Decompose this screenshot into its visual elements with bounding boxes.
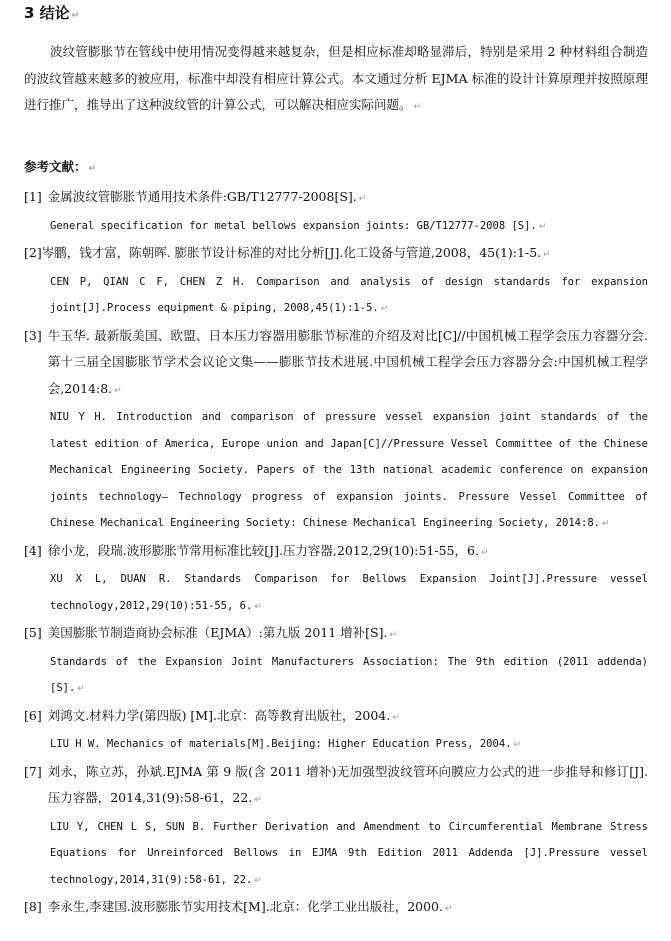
reference-chinese-text: 李永生,李建国.波形膨胀节实用技术[M].北京：化学工业出版社，2000. ↵ bbox=[47, 899, 453, 914]
conclusion-paragraph bbox=[24, 39, 648, 121]
reference-number: [1] bbox=[24, 189, 42, 204]
reference-number: [5] bbox=[24, 625, 42, 640]
paragraph-mark-icon: ↵ bbox=[71, 11, 80, 21]
paragraph-mark-icon: ↵ bbox=[77, 684, 85, 694]
reference-english-text: NIU Y H. Introduction and comparison of pressure vessel expansion joint standards of the latest edition of America, Europe union and Japan[C]//Pressure Vessel Committee of the Chinese Mechanical Engineering Society. Papers of the 13th national academic conference on expansion joints technology— Technology progress of expansion joints. Pressure Vessel Committee of Chinese Mechanical Engineering Society: Chinese Mechanical Engineering Society, 2014:8. ↵ bbox=[50, 411, 648, 529]
paragraph-mark-icon: ↵ bbox=[480, 547, 489, 558]
reference-chinese-line bbox=[24, 323, 648, 405]
reference-chinese-text: 美国膨胀节制造商协会标准（EJMA）:第九版 2011 增补[S]. ↵ bbox=[47, 625, 397, 640]
reference-item bbox=[24, 620, 648, 703]
reference-chinese-text: 徐小龙，段瑞.波形膨胀节常用标准比较[J].压力容器,2012,29(10):51-55，6. ↵ bbox=[47, 542, 489, 558]
reference-number: [2] bbox=[24, 245, 42, 260]
reference-chinese-line bbox=[24, 240, 648, 269]
reference-number: [4] bbox=[24, 542, 42, 558]
reference-chinese-line bbox=[24, 184, 648, 213]
paragraph-mark-icon: ↵ bbox=[392, 712, 400, 723]
paragraph-mark-icon: ↵ bbox=[254, 795, 262, 805]
reference-item bbox=[24, 759, 648, 895]
paragraph-mark-icon: ↵ bbox=[88, 164, 97, 174]
reference-english-text: LIU Y, CHEN L S, SUN B. Further Derivation and Amendment to Circumferential Membrane Stress Equations for Unreinforced Bellows in EJMA 9th Edition 2011 Addenda [J].Pressure vessel technology,2014,31(9):58-61, 22. ↵ bbox=[50, 820, 648, 886]
reference-item bbox=[24, 703, 648, 759]
conclusion-paragraph-text: 波纹管膨胀节在管线中使用情况变得越来越复杂，但是相应标准却略显滞后，特别是采用 2 种材料组合制造的波纹管越来越多的被应用，标准中却没有相应计算公式。本文通过分析 EJMA 标准的设计计算原理并按照原理进行推广，推导出了这种波纹管的计算公式，可以解决相应实际问题。 bbox=[24, 44, 648, 112]
reference-item bbox=[24, 323, 648, 538]
paragraph-mark-icon: ↵ bbox=[254, 875, 262, 886]
reference-number: [8] bbox=[24, 899, 42, 914]
reference-number: [6] bbox=[24, 707, 42, 723]
paragraph-mark-icon: ↵ bbox=[444, 904, 453, 914]
paragraph-mark-icon: ↵ bbox=[513, 740, 522, 750]
reference-chinese-line bbox=[24, 620, 648, 649]
reference-item bbox=[24, 538, 648, 621]
reference-item bbox=[24, 894, 648, 923]
reference-chinese-text: 刘永，陈立苏，孙斌.EJMA 第 9 版(含 2011 增补)无加强型波纹管环向膜应力公式的进一步推导和修订[J].压力容器，2014,31(9):58-61，22. ↵ bbox=[47, 763, 648, 805]
references-heading-text: 参考文献： bbox=[24, 159, 87, 174]
paragraph-mark-icon: ↵ bbox=[389, 630, 397, 640]
reference-number: [7] bbox=[24, 763, 42, 779]
paragraph-mark-icon: ↵ bbox=[413, 102, 422, 112]
reference-english-text: LIU H W. Mechanics of materials[M].Beijing: Higher Education Press, 2004. ↵ bbox=[50, 738, 522, 750]
section-heading bbox=[24, 4, 79, 25]
reference-item bbox=[24, 184, 648, 240]
reference-chinese-text: 金属波纹管膨胀节通用技术条件:GB/T12777-2008[S]. ↵ bbox=[47, 189, 367, 204]
paragraph-mark-icon: ↵ bbox=[538, 221, 547, 232]
reference-chinese-line bbox=[24, 759, 648, 814]
reference-english-text: XU X L, DUAN R. Standards Comparison for Bellows Expansion Joint[J].Pressure vessel technology,2012,29(10):51-55, 6. ↵ bbox=[50, 573, 648, 612]
paragraph-mark-icon: ↵ bbox=[358, 194, 367, 204]
reference-chinese-line bbox=[24, 703, 648, 732]
paragraph-mark-icon: ↵ bbox=[543, 250, 551, 260]
reference-chinese-text: 岑鹏，钱才富，陈朝晖. 膨胀节设计标准的对比分析[J].化工设备与管道,2008，45(1):1-5. ↵ bbox=[41, 245, 551, 260]
reference-chinese-line bbox=[24, 894, 648, 923]
reference-item bbox=[24, 240, 648, 323]
reference-chinese-line bbox=[24, 538, 648, 567]
reference-list bbox=[24, 184, 648, 923]
reference-english-text: General specification for metal bellows expansion joints: GB/T12777-2008 [S]. ↵ bbox=[50, 219, 547, 232]
section-heading-text: 3 结论 bbox=[24, 4, 70, 22]
paragraph-mark-icon: ↵ bbox=[380, 304, 389, 314]
reference-number: [3] bbox=[24, 327, 42, 343]
reference-chinese-text: 牛玉华. 最新版美国、欧盟、日本压力容器用膨胀节标准的介绍及对比[C]//中国机械工程学会压力容器分会.第十三届全国膨胀节学术会议论文集——膨胀节技术进展.中国机械工程学会压力容器分会:中国机械工程学会,2014:8. ↵ bbox=[47, 327, 648, 396]
paragraph-mark-icon: ↵ bbox=[114, 385, 122, 396]
paragraph-mark-icon: ↵ bbox=[601, 519, 610, 529]
references-heading bbox=[24, 158, 96, 178]
paragraph-mark-icon: ↵ bbox=[254, 601, 262, 612]
reference-english-text: Standards of the Expansion Joint Manufacturers Association: The 9th edition (2011 addenda)[S]. ↵ bbox=[50, 655, 648, 694]
reference-chinese-text: 刘鸿文.材料力学(第四版) [M].北京：高等教育出版社，2004. ↵ bbox=[47, 707, 400, 723]
reference-english-text: CEN P, QIAN C F, CHEN Z H. Comparison and analysis of design standards for expansion joint[J].Process equipment & piping, 2008,45(1):1-5. ↵ bbox=[50, 275, 648, 314]
